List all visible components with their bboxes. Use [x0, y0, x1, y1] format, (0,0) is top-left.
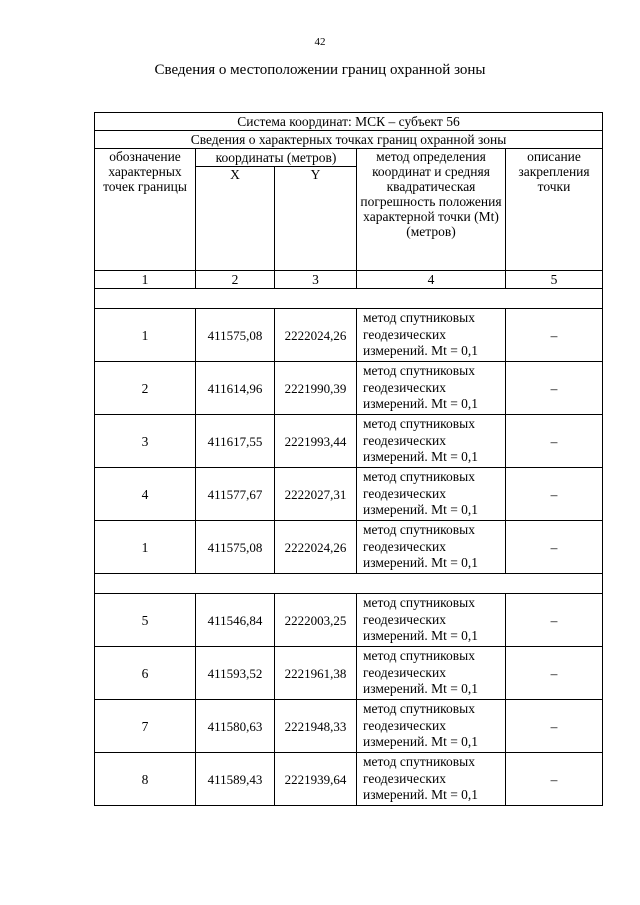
- page-number: 42: [314, 36, 326, 48]
- coord-y: 2222024,26: [275, 521, 357, 574]
- document-title: Сведения о местоположении границ охранной зоны: [154, 62, 486, 78]
- header-point: обозначение характерных точек границы: [95, 149, 196, 271]
- header-y: Y: [275, 167, 357, 271]
- coord-y: 2222024,26: [275, 309, 357, 362]
- group-separator: [95, 574, 603, 594]
- table-subtitle-row: [95, 131, 603, 149]
- coord-x: 411575,08: [196, 309, 275, 362]
- coord-x: 411580,63: [196, 700, 275, 753]
- point-label: 3: [95, 415, 196, 468]
- boundary-points-table: [94, 112, 603, 806]
- coord-x: 411575,08: [196, 521, 275, 574]
- point-label: 1: [95, 309, 196, 362]
- coordinate-system-row: [95, 113, 603, 131]
- fixing-description: –: [506, 309, 603, 362]
- coord-y: 2222003,25: [275, 594, 357, 647]
- coord-y: 2221961,38: [275, 647, 357, 700]
- column-numbers-row: [95, 271, 603, 289]
- coord-x: 411593,52: [196, 647, 275, 700]
- point-label: 5: [95, 594, 196, 647]
- coord-x: 411577,67: [196, 468, 275, 521]
- table-row: [95, 700, 603, 753]
- coord-y: 2221948,33: [275, 700, 357, 753]
- method-description: метод спутниковых геодезических измерений. Mt = 0,1: [357, 362, 506, 415]
- table-row: [95, 594, 603, 647]
- header-method: метод определения координат и средняя квадратическая погрешность положения характерной точки (Mt) (метров): [357, 149, 506, 271]
- point-label: 7: [95, 700, 196, 753]
- table-row: [95, 309, 603, 362]
- table-row: [95, 521, 603, 574]
- group-separator-row: [95, 289, 603, 309]
- point-label: 6: [95, 647, 196, 700]
- method-description: метод спутниковых геодезических измерений. Mt = 0,1: [357, 753, 506, 806]
- coord-x: 411614,96: [196, 362, 275, 415]
- column-number: 2: [196, 271, 275, 289]
- method-description: метод спутниковых геодезических измерений. Mt = 0,1: [357, 647, 506, 700]
- coord-x: 411546,84: [196, 594, 275, 647]
- coord-y: 2221939,64: [275, 753, 357, 806]
- header-row: [95, 149, 603, 167]
- point-label: 2: [95, 362, 196, 415]
- fixing-description: –: [506, 700, 603, 753]
- fixing-description: –: [506, 594, 603, 647]
- fixing-description: –: [506, 415, 603, 468]
- coord-y: 2221993,44: [275, 415, 357, 468]
- group-separator-row: [95, 574, 603, 594]
- fixing-description: –: [506, 468, 603, 521]
- method-description: метод спутниковых геодезических измерений. Mt = 0,1: [357, 309, 506, 362]
- coord-y: 2221990,39: [275, 362, 357, 415]
- header-coords: координаты (метров): [196, 149, 357, 167]
- coord-x: 411617,55: [196, 415, 275, 468]
- point-label: 4: [95, 468, 196, 521]
- method-description: метод спутниковых геодезических измерений. Mt = 0,1: [357, 468, 506, 521]
- fixing-description: –: [506, 753, 603, 806]
- coordinate-system: Система координат: МСК – субъект 56: [95, 113, 603, 131]
- table-row: [95, 753, 603, 806]
- method-description: метод спутниковых геодезических измерений. Mt = 0,1: [357, 521, 506, 574]
- header-x: X: [196, 167, 275, 271]
- coord-x: 411589,43: [196, 753, 275, 806]
- point-label: 1: [95, 521, 196, 574]
- header-fixing: описание закрепления точки: [506, 149, 603, 271]
- table-subtitle: Сведения о характерных точках границ охранной зоны: [95, 131, 603, 149]
- column-number: 1: [95, 271, 196, 289]
- table-row: [95, 647, 603, 700]
- fixing-description: –: [506, 647, 603, 700]
- group-separator: [95, 289, 603, 309]
- fixing-description: –: [506, 362, 603, 415]
- fixing-description: –: [506, 521, 603, 574]
- method-description: метод спутниковых геодезических измерений. Mt = 0,1: [357, 415, 506, 468]
- point-label: 8: [95, 753, 196, 806]
- column-number: 4: [357, 271, 506, 289]
- table-row: [95, 415, 603, 468]
- column-number: 3: [275, 271, 357, 289]
- coord-y: 2222027,31: [275, 468, 357, 521]
- method-description: метод спутниковых геодезических измерений. Mt = 0,1: [357, 594, 506, 647]
- method-description: метод спутниковых геодезических измерений. Mt = 0,1: [357, 700, 506, 753]
- table-row: [95, 468, 603, 521]
- table-row: [95, 362, 603, 415]
- column-number: 5: [506, 271, 603, 289]
